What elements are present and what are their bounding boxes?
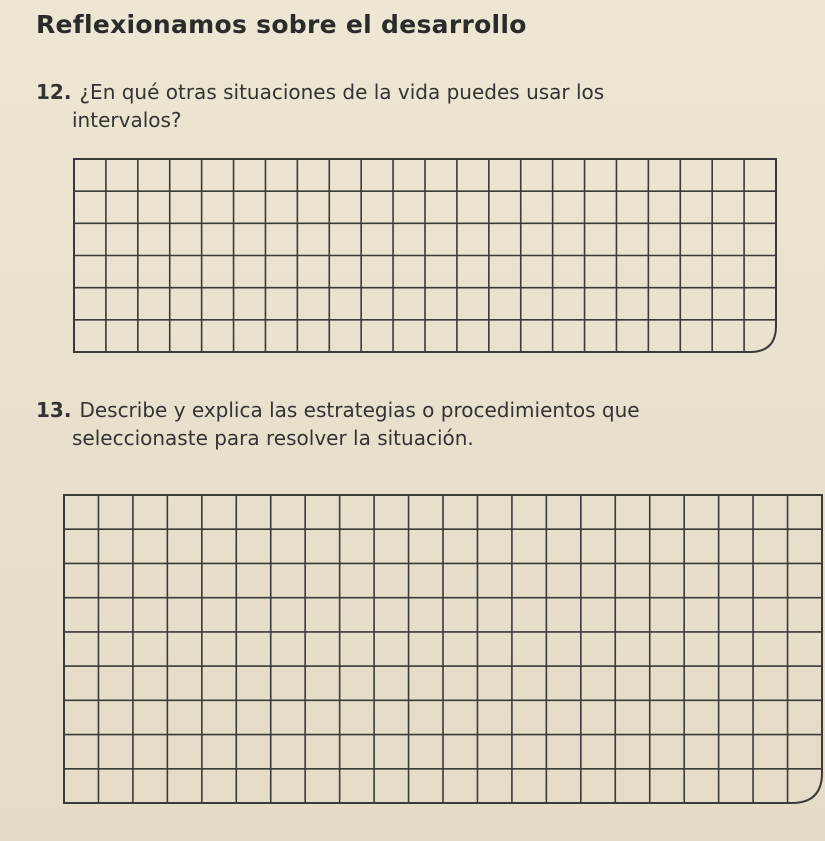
answer-grid-13[interactable]: [62, 493, 824, 805]
question-12-text-line1: ¿En qué otras situaciones de la vida puedes usar los: [79, 80, 605, 104]
question-12-number: 12.: [36, 80, 72, 104]
grid-lines: [64, 495, 822, 803]
question-12-text-line2: intervalos?: [72, 108, 182, 132]
question-12: [36, 78, 776, 134]
question-13: [36, 396, 796, 452]
question-13-number: 13.: [36, 398, 72, 422]
section-title: Reflexionamos sobre el desarrollo: [36, 10, 527, 39]
answer-grid-12[interactable]: [72, 157, 778, 354]
question-13-text-line1: Describe y explica las estrategias o procedimientos que: [79, 398, 640, 422]
question-13-text-line2: seleccionaste para resolver la situación.: [72, 426, 474, 450]
grid-lines: [74, 159, 776, 352]
